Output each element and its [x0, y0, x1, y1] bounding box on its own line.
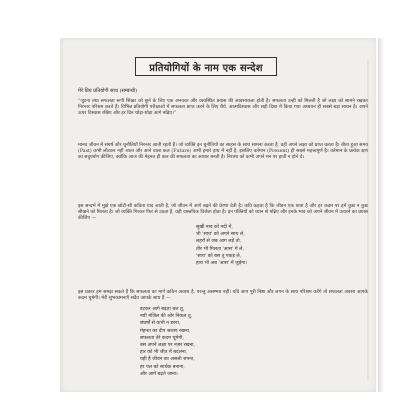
poem-line: हार को भी जीत में बदलना, — [140, 350, 188, 356]
paragraph-2: मानव जीवन में संघर्ष और चुनौतियाँ निरन्तर आती रहती हैं। जो व्यक्ति इन चुनौतियों का साहस के साथ सामना करता है, वही अपने लक्ष्य को प्राप्त करता है। बीता हुआ समय (Past) कभी लौटकर नहीं आता और आने वाला कल (Future) अभी हमारे हाथ में नहीं है, इसलिए वर्तमान (Present) ही सबसे महत्त्वपूर्ण है। वर्तमान के प्रत्येक क्षण का सदुपयोग कीजिए, क्योंकि आज की मेहनत ही कल की सफलता का आधार बनती है। निराशा को कभी अपने मन पर हावी न होने दें। — [78, 143, 368, 161]
poem-line: सफलता तेरे कदम चूमेगी, — [140, 335, 184, 341]
poem-line: भी 'साथ' को अपने साथ ले, — [196, 232, 245, 238]
poem-block-1 — [196, 224, 326, 267]
poem-block-2 — [140, 306, 320, 378]
paragraph-4: इस प्रकार हम समझ सकते हैं कि सफलता का मार्ग कठिन अवश्य है, परन्तु असम्भव नहीं। यदि आप पूरी निष्ठा और लगन के साथ परिश्रम करेंगे तो सफलता अवश्य आपके कदम चूमेगी। मेरी शुभकामनाएँ सदैव आपके साथ हैं — — [78, 290, 368, 302]
poem-line: लहरों से जब आग लड़े तो, — [196, 239, 242, 245]
poem-line: और आगे बढ़ते जाना। — [140, 371, 178, 377]
poem-line: डटकर आगे बढ़ता चल तू, — [140, 307, 185, 312]
greeting-line: मेरे प्रिय प्रतियोगी साथ (सम्बन्धी) — [78, 88, 138, 94]
poem-line: हर पल को सार्थक बनाना, — [140, 364, 185, 370]
poem-line: 'साथ' को बस तू पकड़ ले, — [196, 253, 242, 259]
poem-line: संघर्षों से कभी न डरना, — [140, 321, 181, 327]
poem-line: मेहनत का दीप जलाए रखना, — [140, 328, 191, 334]
poem-line: बस अपने लक्ष्य पर नज़र रखना, — [140, 343, 196, 349]
poem-line: नयी मंज़िल की ओर निकल तू, — [140, 314, 193, 320]
document-title: प्रतियोगियों के नाम एक सन्देश — [135, 57, 277, 76]
poem-line: हाथ भी अब 'आस' में जुड़ेगा। — [196, 261, 248, 267]
poem-line: सूखी नाव को नदी में, — [196, 225, 233, 230]
poem-line: यही है जीवन का असली सपना, — [140, 357, 195, 363]
paragraph-3: इस सन्दर्भ में मुझे एक छोटी-सी कविता याद आती है, जो जीवन में आगे बढ़ने की प्रेरणा देती है। कवि कहता है कि जीवन एक यात्रा है और हर कदम पर हमें कुछ न कुछ सीखने को मिलता है। जो व्यक्ति गिरकर फिर से उठता है, वही वास्तविक विजेता होता है। इन पंक्तियों को ध्यान से पढ़िए और इनके भाव को अपने जीवन में उतारने का प्रयास कीजिए — — [78, 204, 368, 222]
page-edge-shadow — [378, 38, 384, 392]
poem-line: तीर भी मिलता 'आस' में ले, — [196, 246, 244, 252]
paragraph-1: “जुटना तथा सफलता रूपी शिखर को छूने के लिए एक अनवरत और व्यवस्थित प्रयास की आवश्यकता होती है। सफलता उन्हीं को मिलती है जो लक्ष्य को सामने रखकर निरन्तर परिश्रम करते हैं। विभिन्न प्रतियोगी परीक्षाओं में सफलता प्राप्त करने के लिए धैर्य, आत्मविश्वास और सही दिशा में किया गया अध्ययन ही सबसे बड़ा साधन है। अपने ऊपर विश्वास रखिए और हर दिन थोड़ा-थोड़ा आगे बढ़िए।” — [78, 99, 368, 117]
